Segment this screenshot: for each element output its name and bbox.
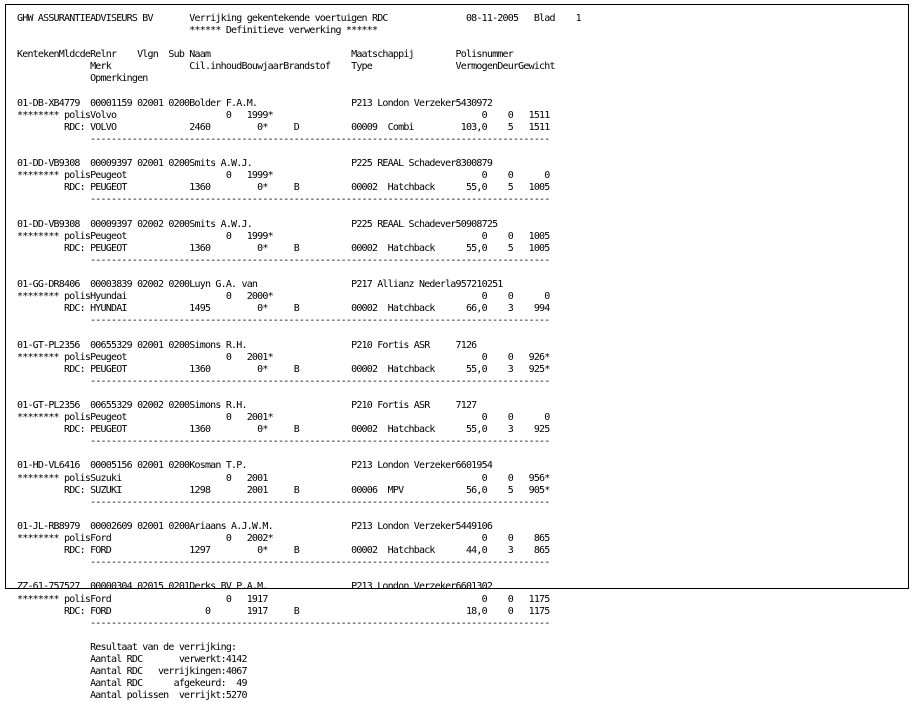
spacer [17, 146, 581, 158]
column-header-3: Opmerkingen [17, 73, 148, 85]
summary-row: Aantal RDC verrijkingen:4067 [17, 666, 247, 678]
column-header-2: Merk Cil.inhoudBouwjaarBrandstof Type VermogenDeurGewicht [17, 61, 555, 73]
record-main-line: 01-DD-VB9308 00009397 02002 0200Smits A.W.J. P225 REAAL Schadever50908725 [17, 218, 498, 230]
spacer [17, 388, 581, 400]
record-rdc-line: RDC: SUZUKI 1298 2001 B 00006 MPV 56,0 5 905* [17, 484, 550, 496]
record-polis-line: ******** polisPeugeot 0 2001* 0 0 926* [17, 351, 550, 363]
report-header: GHW ASSURANTIEADVISEURS BV Verrijking gekentekende voertuigen RDC 08-11-2005 Blad 1 [17, 13, 581, 24]
record-main-line: 01-GT-PL2356 00655329 02002 0200Simons R.H. P210 Fortis ASR 7127 [17, 400, 477, 411]
record-separator: ---------------------------------------------------------------------------------------- [17, 557, 550, 569]
record-separator: ---------------------------------------------------------------------------------------- [17, 254, 550, 266]
spacer [17, 509, 581, 521]
record-main-line: 01-JL-RB8979 00002609 02001 0200Ariaans A.J.W.M. P213 London Verzeker5449106 [17, 520, 493, 532]
record-rdc-line: RDC: PEUGEOT 1360 0* B 00002 Hatchback 55,0 3 925 [17, 424, 550, 436]
spacer [17, 630, 581, 642]
record-separator: ---------------------------------------------------------------------------------------- [17, 194, 550, 206]
spacer [17, 327, 581, 339]
spacer [17, 207, 581, 219]
record-main-line: 01-HD-VL6416 00005156 02001 0200Kosman T.P. P213 London Verzeker6601954 [17, 460, 493, 472]
summary-row: Aantal RDC verwerkt:4142 [17, 653, 247, 665]
record-polis-line: ******** polisPeugeot 0 2001* 0 0 0 [17, 412, 550, 424]
record-rdc-line: RDC: HYUNDAI 1495 0* B 00002 Hatchback 66,0 3 994 [17, 303, 550, 315]
record-polis-line: ******** polisHyundai 0 2000* 0 0 0 [17, 291, 550, 303]
record-rdc-line: RDC: PEUGEOT 1360 0* B 00002 Hatchback 55,0 5 1005 [17, 242, 550, 254]
record-polis-line: ******** polisFord 0 2002* 0 0 865 [17, 533, 550, 545]
record-main-line: 01-DB-XB4779 00001159 02001 0200Bolder F.A.M. P213 London Verzeker5430972 [17, 97, 493, 109]
report-subtitle: ****** Definitieve verwerking ****** [17, 25, 378, 37]
summary-row: Aantal RDC afgekeurd: 49 [17, 678, 247, 690]
record-main-line: 01-DD-VB9308 00009397 02001 0200Smits A.W.J. P225 REAAL Schadever8300879 [17, 158, 493, 170]
record-separator: ---------------------------------------------------------------------------------------- [17, 617, 550, 629]
summary-row: Aantal polissen verrijkt:5270 [17, 690, 247, 702]
record-polis-line: ******** polisVolvo 0 1999* 0 0 1511 [17, 109, 550, 121]
record-polis-line: ******** polisSuzuki 0 2001 0 0 956* [17, 472, 550, 484]
column-header-1: KentekenMldcdeRelnr Vlgn Sub Naam Maatschappij Polisnummer [17, 49, 513, 61]
record-polis-line: ******** polisPeugeot 0 1999* 0 0 1005 [17, 230, 550, 242]
record-main-line: 01-GG-DR8406 00003839 02002 0200Luyn G.A. van P217 Allianz Nederla957210251 [17, 279, 503, 291]
spacer [17, 448, 581, 460]
record-rdc-line: RDC: FORD 1297 0* B 00002 Hatchback 44,0 3 865 [17, 545, 550, 557]
spacer [17, 569, 581, 581]
spacer [17, 86, 581, 98]
record-separator: ---------------------------------------------------------------------------------------- [17, 133, 550, 145]
record-polis-line: ******** polisPeugeot 0 1999* 0 0 0 [17, 170, 550, 182]
spacer [17, 267, 581, 279]
record-separator: ---------------------------------------------------------------------------------------- [17, 496, 550, 508]
record-polis-line: ******** polisFord 0 1917 0 0 1175 [17, 593, 550, 605]
report-listing [17, 13, 581, 702]
record-main-line: 01-GT-PL2356 00655329 02001 0200Simons R.H. P210 Fortis ASR 7126 [17, 339, 477, 351]
summary-heading: Resultaat van de verrijking: [17, 641, 237, 653]
record-rdc-line: RDC: PEUGEOT 1360 0* B 00002 Hatchback 55,0 3 925* [17, 363, 550, 375]
spacer [17, 37, 581, 49]
record-rdc-line: RDC: VOLVO 2460 0* D 00009 Combi 103,0 5 1511 [17, 121, 550, 133]
record-rdc-line: RDC: FORD 0 1917 B 18,0 0 1175 [17, 605, 550, 617]
record-separator: ---------------------------------------------------------------------------------------- [17, 315, 550, 327]
record-rdc-line: RDC: PEUGEOT 1360 0* B 00002 Hatchback 55,0 5 1005 [17, 182, 550, 194]
record-separator: ---------------------------------------------------------------------------------------- [17, 375, 550, 387]
record-main-line: ZZ-61-757527 00000304 02015 0201Derks BV P.A.M. P213 London Verzeker6601302 [17, 581, 493, 593]
record-separator: ---------------------------------------------------------------------------------------- [17, 436, 550, 448]
report-frame [5, 4, 909, 702]
